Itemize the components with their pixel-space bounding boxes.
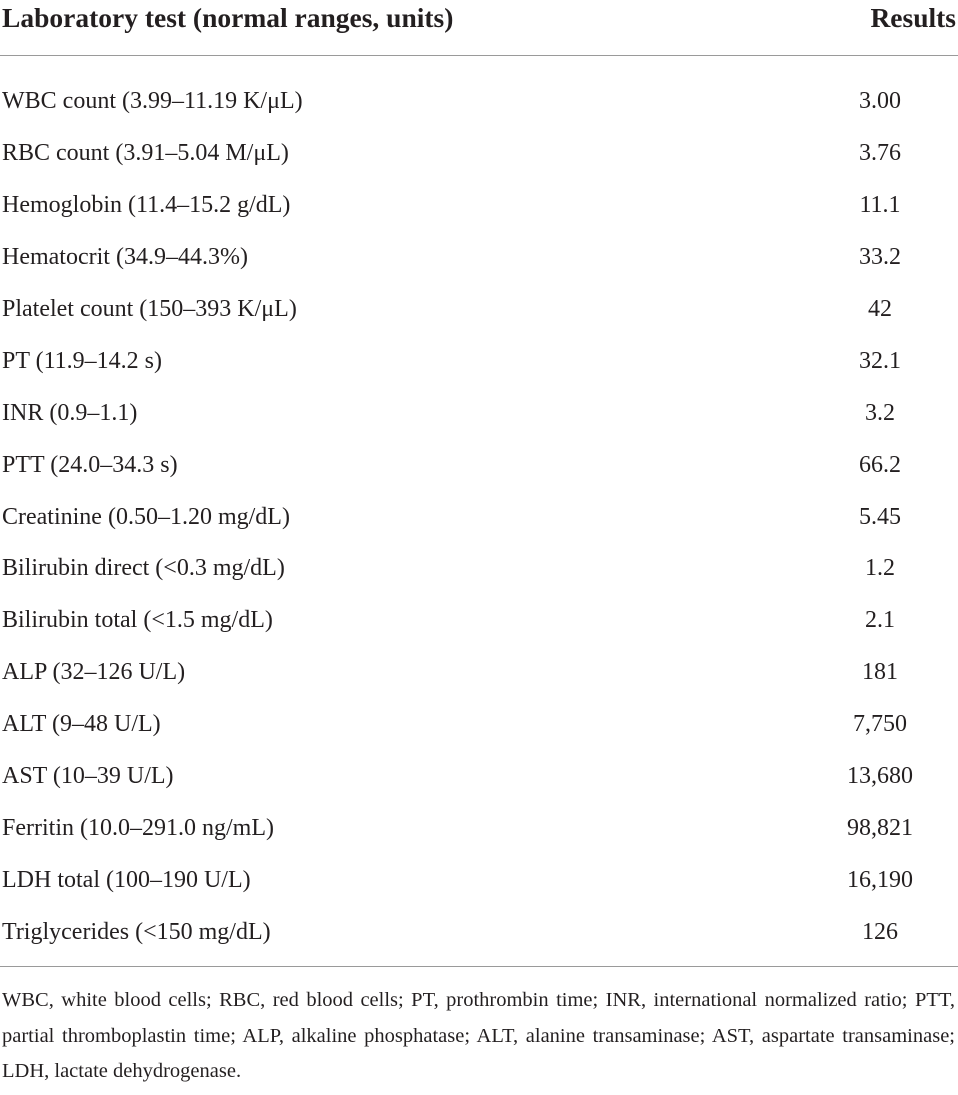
- result-cell: 1.2: [865, 555, 895, 582]
- result-cell: 32.1: [859, 347, 901, 374]
- header-laboratory-test: Laboratory test (normal ranges, units): [2, 2, 454, 33]
- table-body: [0, 56, 958, 958]
- result-cell: 181: [862, 659, 898, 686]
- result-cell: 5.45: [859, 503, 901, 530]
- result-cell: 98,821: [847, 814, 913, 841]
- test-name-cell: PTT (24.0–34.3 s): [2, 451, 178, 478]
- result-cell: 42: [868, 296, 892, 322]
- test-name-cell: AST (10–39 U/L): [2, 763, 174, 790]
- test-name-cell: RBC count (3.91–5.04 M/μL): [2, 140, 289, 167]
- test-name-cell: Bilirubin total (<1.5 mg/dL): [2, 607, 273, 634]
- result-cell: 3.76: [859, 140, 901, 167]
- table-row: [0, 180, 958, 232]
- result-cell: 2.1: [865, 607, 895, 634]
- result-cell: 16,190: [847, 866, 913, 893]
- result-cell: 33.2: [859, 244, 901, 271]
- table-header: [0, 0, 958, 42]
- table-row: [0, 802, 958, 854]
- test-name-cell: Triglycerides (<150 mg/dL): [2, 918, 271, 945]
- result-cell: 3.2: [865, 399, 895, 426]
- test-name-cell: Bilirubin direct (<0.3 mg/dL): [2, 555, 285, 582]
- table-row: [0, 595, 958, 647]
- table-row: [0, 854, 958, 906]
- result-cell: 126: [862, 918, 898, 945]
- test-name-cell: PT (11.9–14.2 s): [2, 347, 163, 374]
- test-name-cell: Platelet count (150–393 K/μL): [2, 296, 297, 322]
- result-cell: 13,680: [847, 763, 913, 790]
- table-row: [0, 906, 958, 958]
- table-row: [0, 387, 958, 439]
- test-name-cell: WBC count (3.99–11.19 K/μL): [2, 88, 303, 115]
- test-name-cell: Hemoglobin (11.4–15.2 g/dL): [2, 192, 291, 219]
- table-row: [0, 232, 958, 284]
- table-row: [0, 128, 958, 180]
- table-row: [0, 699, 958, 751]
- test-name-cell: ALT (9–48 U/L): [2, 711, 161, 738]
- table-row: [0, 335, 958, 387]
- table-row: [0, 751, 958, 803]
- header-results: Results: [870, 2, 956, 33]
- result-cell: 7,750: [853, 711, 907, 738]
- test-name-cell: Hematocrit (34.9–44.3%): [2, 244, 248, 271]
- table-row: [0, 647, 958, 699]
- table-row: [0, 543, 958, 595]
- table-row: [0, 284, 958, 336]
- table-row: [0, 491, 958, 543]
- result-cell: 66.2: [859, 451, 901, 478]
- table-row: [0, 439, 958, 491]
- result-cell: 11.1: [859, 192, 901, 219]
- test-name-cell: INR (0.9–1.1): [2, 399, 138, 426]
- test-name-cell: Ferritin (10.0–291.0 ng/mL): [2, 814, 274, 841]
- test-name-cell: ALP (32–126 U/L): [2, 659, 186, 686]
- table-row: [0, 76, 958, 128]
- test-name-cell: LDH total (100–190 U/L): [2, 866, 251, 893]
- result-cell: 3.00: [859, 88, 901, 115]
- table-footnote: WBC, white blood cells; RBC, red blood cells; PT, prothrombin time; INR, international normalized ratio; PTT, partial thromboplastin time; ALP, alkaline phosphatase; ALT, alanine transaminase; AST, aspartate transaminase; LDH, lactate dehydrogenase.: [2, 989, 955, 1083]
- test-name-cell: Creatinine (0.50–1.20 mg/dL): [2, 503, 290, 530]
